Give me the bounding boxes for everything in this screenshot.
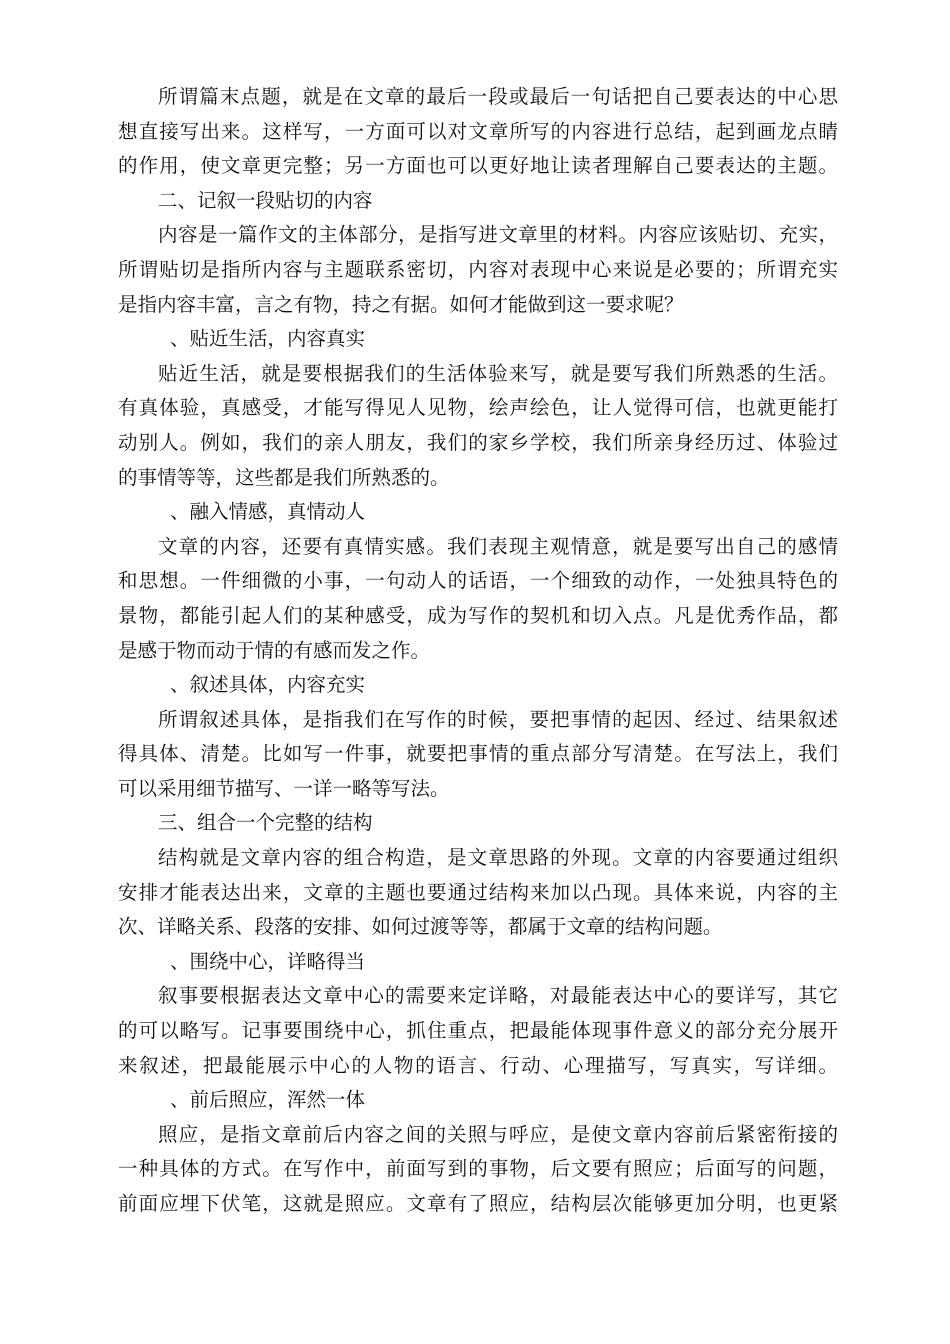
text-line: 、围绕中心，详略得当 — [170, 949, 366, 973]
text-line: 所谓贴切是指所内容与主题联系密切，内容对表现中心来说是必要的；所谓充实 — [118, 257, 838, 281]
document-body — [118, 80, 838, 1222]
text-line: 动别人。例如，我们的亲人朋友，我们的家乡学校，我们所亲身经历过、体验过 — [118, 430, 838, 454]
text-line: 的事情等等，这些都是我们所熟悉的。 — [118, 465, 450, 489]
text-line: 是指内容丰富，言之有物，持之有据。如何才能做到这一要求呢？ — [118, 292, 684, 316]
text-line: 一种具体的方式。在写作中，前面写到的事物，后文要有照应；后面写的问题， — [118, 1157, 838, 1181]
text-line: 、叙述具体，内容充实 — [170, 673, 366, 697]
text-line: 内容是一篇作文的主体部分，是指写进文章里的材料。内容应该贴切、充实， — [158, 223, 838, 247]
text-line: 和思想。一件细微的小事，一句动人的话语，一个细致的动作，一处独具特色的 — [118, 569, 838, 593]
text-line: 可以采用细节描写、一详一略等写法。 — [118, 776, 450, 800]
text-line: 二、记叙一段贴切的内容 — [158, 188, 373, 212]
text-line: 是感于物而动于情的有感而发之作。 — [118, 638, 431, 662]
text-line: 结构就是文章内容的组合构造，是文章思路的外现。文章的内容要通过组织 — [158, 846, 838, 870]
text-line: 、融入情感，真情动人 — [170, 500, 366, 524]
text-line: 有真体验，真感受，才能写得见人见物，绘声绘色，让人觉得可信，也就更能打 — [118, 396, 838, 420]
text-line: 文章的内容，还要有真情实感。我们表现主观情意，就是要写出自己的感情 — [158, 534, 838, 558]
text-line: 、贴近生活，内容真实 — [170, 327, 366, 351]
text-line: 照应，是指文章前后内容之间的关照与呼应，是使文章内容前后紧密衔接的 — [158, 1122, 838, 1146]
text-line: 贴近生活，就是要根据我们的生活体验来写，就是要写我们所熟悉的生活。 — [158, 361, 838, 385]
text-line: 景物，都能引起人们的某种感受，成为写作的契机和切入点。凡是优秀作品，都 — [118, 603, 838, 627]
text-line: 想直接写出来。这样写，一方面可以对文章所写的内容进行总结，起到画龙点睛 — [118, 119, 838, 143]
text-line: 前面应埋下伏笔，这就是照应。文章有了照应，结构层次能够更加分明，也更紧 — [118, 1192, 838, 1215]
text-line: 的可以略写。记事要围绕中心，抓住重点，把最能体现事件意义的部分充分展开 — [118, 1019, 838, 1043]
text-line: 所谓叙述具体，是指我们在写作的时候，要把事情的起因、经过、结果叙述 — [158, 707, 838, 731]
text-line: 来叙述，把最能展示中心的人物的语言、行动、心理描写，写真实，写详细。 — [118, 1053, 838, 1077]
text-line: 安排才能表达出来，文章的主题也要通过结构来加以凸现。具体来说，内容的主 — [118, 880, 838, 904]
text-line: 的作用，使文章更完整；另一方面也可以更好地让读者理解自己要表达的主题。 — [118, 154, 838, 178]
text-line: 得具体、清楚。比如写一件事，就要把事情的重点部分写清楚。在写法上，我们 — [118, 742, 838, 766]
text-line: 三、组合一个完整的结构 — [158, 811, 373, 835]
text-line: 次、详略关系、段落的安排、如何过渡等等，都属于文章的结构问题。 — [118, 915, 723, 939]
text-line: 所谓篇末点题，就是在文章的最后一段或最后一句话把自己要表达的中心思 — [158, 85, 838, 108]
text-line: 、前后照应，浑然一体 — [170, 1088, 366, 1112]
text-line: 叙事要根据表达文章中心的需要来定详略，对最能表达中心的要详写，其它 — [158, 984, 838, 1008]
